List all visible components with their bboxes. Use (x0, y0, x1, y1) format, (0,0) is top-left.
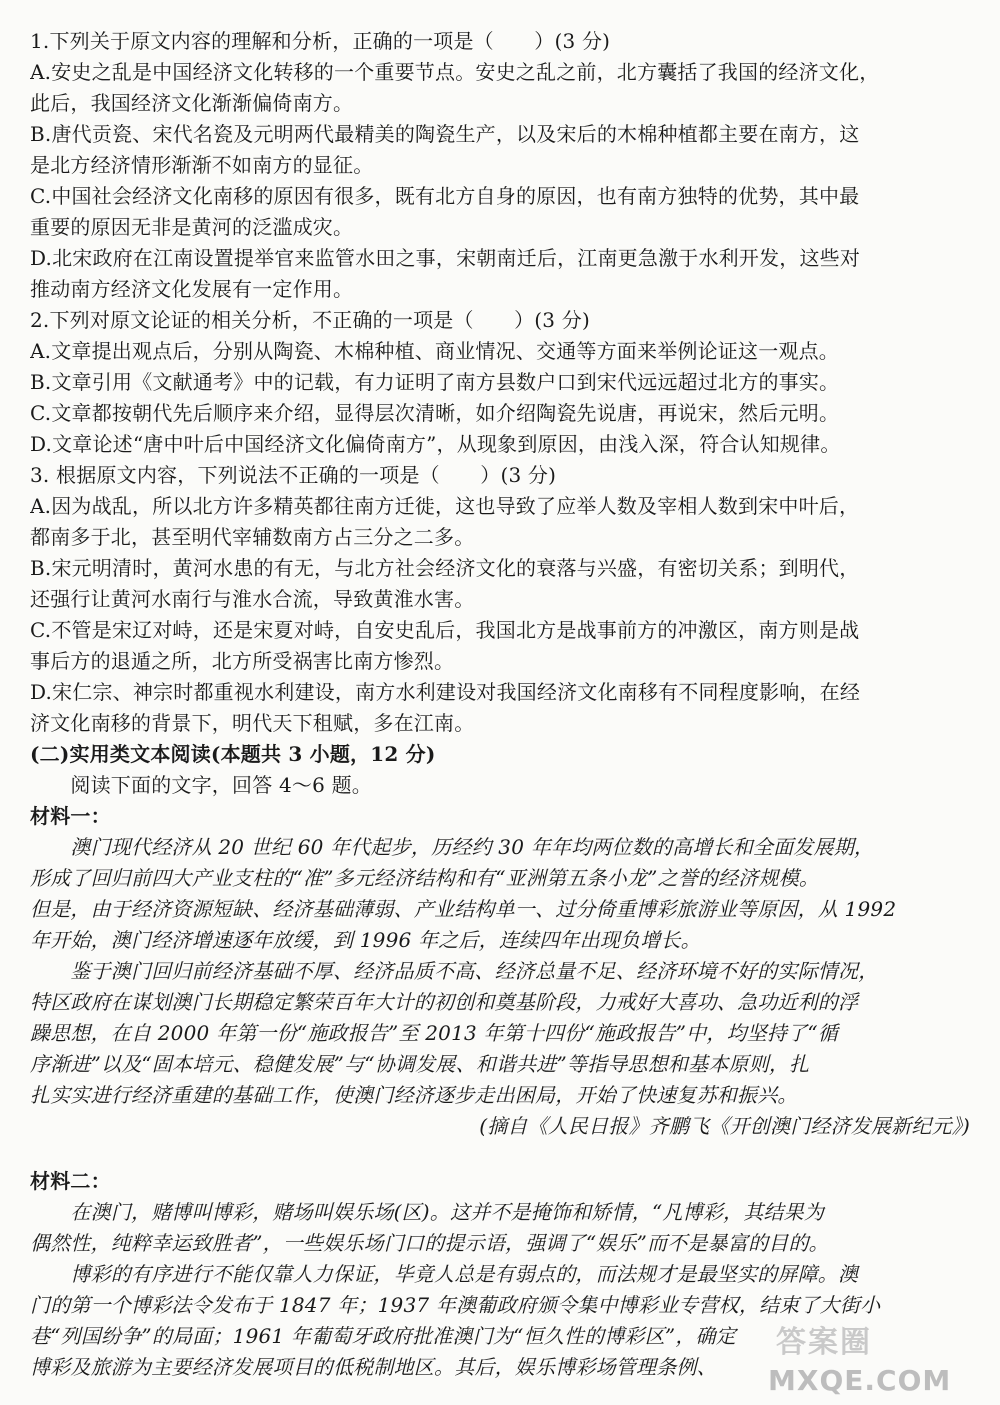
q1-option-c-line1: C.中国社会经济文化南移的原因有很多，既有北方自身的原因，也有南方独特的优势，其中最 (30, 184, 860, 208)
material-1-line: 序渐进”以及“固本培元、稳健发展”与“协调发展、和谐共进”等指导思想和基本原则，扎 (30, 1052, 810, 1076)
material-1-line: 形成了回归前四大产业支柱的“准”多元经济结构和有“亚洲第五条小龙”之誉的经济规模。 (30, 866, 820, 890)
q2-option-b: B.文章引用《文献通考》中的记载，有力证明了南方县数户口到宋代远远超过北方的事实。 (30, 370, 840, 394)
material-1-line: 扎实实进行经济重建的基础工作，使澳门经济逐步走出困局，开始了快速复苏和振兴。 (30, 1083, 798, 1107)
material-2-line: 巷“列国纷争”的局面；1961 年葡萄牙政府批准澳门为“恒久性的博彩区”，确定 (30, 1324, 736, 1348)
watermark (768, 1317, 978, 1397)
q3-option-a-line2: 都南多于北，甚至明代宰辅数南方占三分之二多。 (30, 525, 475, 549)
material-1-line: 躁思想，在自 2000 年第一份“施政报告”至 2013 年第十四份“施政报告”中，均坚持了“循 (30, 1021, 838, 1045)
q1-option-b-line2: 是北方经济情形渐渐不如南方的显征。 (30, 153, 374, 177)
section-2-intro: 阅读下面的文字，回答 4～6 题。 (30, 773, 372, 797)
q2-option-d: D.文章论述“唐中叶后中国经济文化偏倚南方”，从现象到原因，由浅入深，符合认知规律。 (30, 432, 841, 456)
q3-option-a-line1: A.因为战乱，所以北方许多精英都往南方迁徙，这也导致了应举人数及宰相人数到宋中叶后， (30, 494, 860, 518)
material-1-line: 但是，由于经济资源短缺、经济基础薄弱、产业结构单一、过分倚重博彩旅游业等原因，从 1992 (30, 897, 897, 921)
q1-option-a-line1: A.安史之乱是中国经济文化转移的一个重要节点。安史之乱之前，北方囊括了我国的经济文化， (30, 60, 880, 84)
material-1-line: 年开始，澳门经济增速逐年放缓，到 1996 年之后，连续四年出现负增长。 (30, 928, 701, 952)
material-1-label: 材料一： (30, 804, 111, 828)
question-3-stem: 3. 根据原文内容，下列说法不正确的一项是（ ）(3 分) (30, 463, 557, 487)
q3-option-d-line2: 济文化南移的背景下，明代天下租赋，多在江南。 (30, 711, 475, 735)
material-2-line: 博彩及旅游为主要经济发展项目的低税制地区。其后，娱乐博彩场管理条例、 (30, 1355, 717, 1379)
q1-option-b-line1: B.唐代贡瓷、宋代名瓷及元明两代最精美的陶瓷生产，以及宋后的木棉种植都主要在南方，这 (30, 122, 860, 146)
material-2-line: 博彩的有序进行不能仅靠人力保证，毕竟人总是有弱点的，而法规才是最坚实的屏障。澳 (30, 1262, 859, 1286)
q3-option-d-line1: D.宋仁宗、神宗时都重视水利建设，南方水利建设对我国经济文化南移有不同程度影响，在经 (30, 680, 861, 704)
q1-option-d-line1: D.北宋政府在江南设置提举官来监管水田之事，宋朝南迁后，江南更急激于水利开发，这些对 (30, 246, 861, 270)
q2-option-c: C.文章都按朝代先后顺序来介绍，显得层次清晰，如介绍陶瓷先说唐，再说宋，然后元明。 (30, 401, 840, 425)
material-1-line: 澳门现代经济从 20 世纪 60 年代起步，历经约 30 年年均两位数的高增长和全面发展期， (30, 835, 875, 859)
q3-option-b-line1: B.宋元明清时，黄河水患的有无，与北方社会经济文化的衰落与兴盛，有密切关系；到明代， (30, 556, 860, 580)
q3-option-b-line2: 还强行让黄河水南行与淮水合流，导致黄淮水害。 (30, 587, 475, 611)
q1-option-d-line2: 推动南方经济文化发展有一定作用。 (30, 277, 354, 301)
material-1-source: (摘自《人民日报》齐鹏飞《开创澳门经济发展新纪元》) (479, 1114, 970, 1138)
watermark-url: MXQE.COM (768, 1364, 952, 1397)
q1-option-a-line2: 此后，我国经济文化渐渐偏倚南方。 (30, 91, 354, 115)
material-2-label: 材料二： (30, 1169, 111, 1193)
material-1-line: 鉴于澳门回归前经济基础不厚、经济品质不高、经济总量不足、经济环境不好的实际情况， (30, 959, 879, 983)
q2-option-a: A.文章提出观点后，分别从陶瓷、木棉种植、商业情况、交通等方面来举例论证这一观点。 (30, 339, 840, 363)
material-1-line: 特区政府在谋划澳门长期稳定繁荣百年大计的初创和奠基阶段，力戒好大喜功、急功近利的浮 (30, 990, 859, 1014)
material-2-line: 门的第一个博彩法令发布于 1847 年；1937 年澳葡政府颁令集中博彩业专营权，结束了大街小 (30, 1293, 881, 1317)
q1-option-c-line2: 重要的原因无非是黄河的泛滥成灾。 (30, 215, 354, 239)
material-2-line: 偶然性，纯粹幸运致胜者”，一些娱乐场门口的提示语，强调了“娱乐”而不是暴富的目的。 (30, 1231, 829, 1255)
q3-option-c-line1: C.不管是宋辽对峙，还是宋夏对峙，自安史乱后，我国北方是战事前方的冲激区，南方则是战 (30, 618, 860, 642)
question-1-stem: 1.下列关于原文内容的理解和分析，正确的一项是（ ）(3 分) (30, 29, 611, 53)
q3-option-c-line2: 事后方的退遁之所，北方所受祸害比南方惨烈。 (30, 649, 455, 673)
section-2-title: (二)实用类文本阅读(本题共 3 小题，12 分) (30, 742, 436, 766)
question-2-stem: 2.下列对原文论证的相关分析，不正确的一项是（ ）(3 分) (30, 308, 590, 332)
material-2-line: 在澳门，赌博叫博彩，赌场叫娱乐场(区)。这并不是掩饰和矫情，“凡博彩，其结果为 (30, 1200, 825, 1224)
watermark-logo: 答案圈 (776, 1325, 872, 1360)
